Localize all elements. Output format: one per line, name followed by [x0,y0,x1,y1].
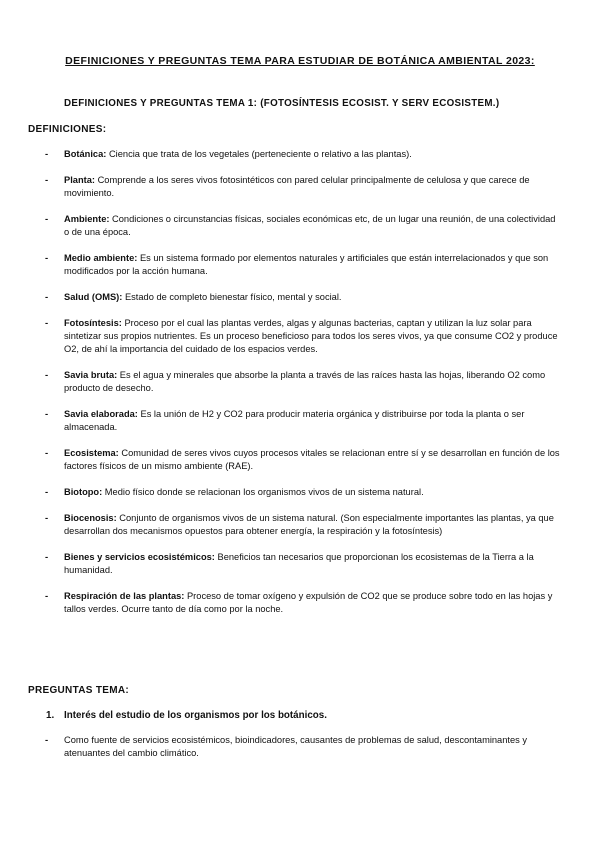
definition-body: Proceso de tomar oxígeno y expulsión de CO2 que se produce sobre todo en las hojas y tallos verdes. Ocurre tanto de día como por la noche. [64,591,553,614]
definition-term: Salud (OMS): [64,292,123,302]
bullet: - [45,591,49,602]
definition-text [64,174,560,200]
definition-text [64,252,560,278]
list-item [0,174,600,200]
definition-body: Proceso por el cual las plantas verdes, algas y algunas bacterias, captan y utilizan la luz solar para sintetizar sus propios nutrientes. Es un proceso beneficioso para todos los seres vivos, ya que consume CO2 y produce O2, de ahí la importancia del cuidado de los espacios verdes. [64,318,558,354]
definition-body: Beneficios tan necesarios que proporcionan los ecosistemas de la Tierra a la humanidad. [64,552,534,575]
definition-term: Bienes y servicios ecosistémicos: [64,552,215,562]
answer-text: Como fuente de servicios ecosistémicos, bioindicadores, causantes de problemas de salud, descontaminantes y atenuantes del cambio climático. [64,735,528,758]
list-item [0,590,600,616]
list-item [0,369,600,395]
answer-item [0,734,600,760]
definition-text [64,408,560,434]
definition-term: Respiración de las plantas: [64,591,185,601]
definition-body: Conjunto de organismos vivos de un sistema natural. (Son especialmente importantes las plantas, ya que desarrollan dos mecanismos opuestos para obtener energía, la respiración y la fotosíntesis) [64,513,554,536]
definition-term: Ambiente: [64,214,110,224]
question-text: Interés del estudio de los organismos por los botánicos. [64,710,327,721]
question-item [46,710,327,721]
definition-term: Botánica: [64,149,107,159]
definition-text [64,486,560,499]
definition-term: Biocenosis: [64,513,117,523]
bullet: - [45,292,49,303]
definition-text [64,512,560,538]
list-item [0,512,600,538]
definition-term: Ecosistema: [64,448,119,458]
bullet: - [45,214,49,225]
definition-text [64,213,560,239]
definition-text [64,551,560,577]
question-number: 1. [46,710,55,721]
definition-term: Fotosíntesis: [64,318,122,328]
definition-body: Estado de completo bienestar físico, mental y social. [122,292,342,302]
definitions-list [0,148,600,629]
definition-term: Savia elaborada: [64,409,138,419]
definition-body: Condiciones o circunstancias físicas, sociales económicas etc, de un lugar una reunión, de una colectividad o de una época. [64,214,556,237]
definition-text [64,317,560,356]
definition-body: Es un sistema formado por elementos naturales y artificiales que están interrelacionados y que son modificados por la acción humana. [64,253,549,276]
definition-text [64,291,560,304]
bullet: - [45,513,49,524]
bullet: - [45,552,49,563]
definition-text [64,148,560,161]
list-item [0,317,600,356]
bullet: - [45,253,49,264]
bullet: - [45,149,49,160]
document-title: DEFINICIONES Y PREGUNTAS TEMA PARA ESTUDIAR DE BOTÁNICA AMBIENTAL 2023: [65,55,535,67]
definiciones-heading: DEFINICIONES: [28,124,107,135]
list-item [0,252,600,278]
list-item [0,213,600,239]
topic-subtitle: DEFINICIONES Y PREGUNTAS TEMA 1: (FOTOSÍNTESIS ECOSIST. Y SERV ECOSISTEM.) [64,98,500,109]
definition-term: Biotopo: [64,487,103,497]
bullet: - [45,448,49,459]
definition-body: Es el agua y minerales que absorbe la planta a través de las raíces hasta las hojas, liberando O2 como producto de desecho. [64,370,546,393]
definition-term: Planta: [64,175,95,185]
bullet: - [45,409,49,420]
definition-body: Medio físico donde se relacionan los organismos vivos de un sistema natural. [102,487,424,497]
list-item [0,447,600,473]
definition-body: Ciencia que trata de los vegetales (perteneciente o relativo a las plantas). [106,149,412,159]
list-item [0,486,600,499]
bullet: - [45,370,49,381]
definition-text [64,590,560,616]
bullet: - [45,175,49,186]
bullet: - [45,487,49,498]
preguntas-heading: PREGUNTAS TEMA: [28,685,129,696]
bullet: - [45,735,49,746]
list-item [0,148,600,161]
definition-body: Comprende a los seres vivos fotosintéticos con pared celular principalmente de celulosa y que carece de movimiento. [64,175,530,198]
definition-text [64,447,560,473]
definition-body: Comunidad de seres vivos cuyos procesos vitales se relacionan entre sí y se desarrollan en función de los factores físicos de un mismo ambiente (RAE). [64,448,560,471]
definition-body: Es la unión de H2 y CO2 para producir materia orgánica y distribuirse por toda la planta o ser almacenada. [64,409,525,432]
list-item [0,408,600,434]
definition-term: Medio ambiente: [64,253,138,263]
list-item [0,551,600,577]
definition-term: Savia bruta: [64,370,118,380]
definition-text [64,369,560,395]
list-item [0,291,600,304]
bullet: - [45,318,49,329]
